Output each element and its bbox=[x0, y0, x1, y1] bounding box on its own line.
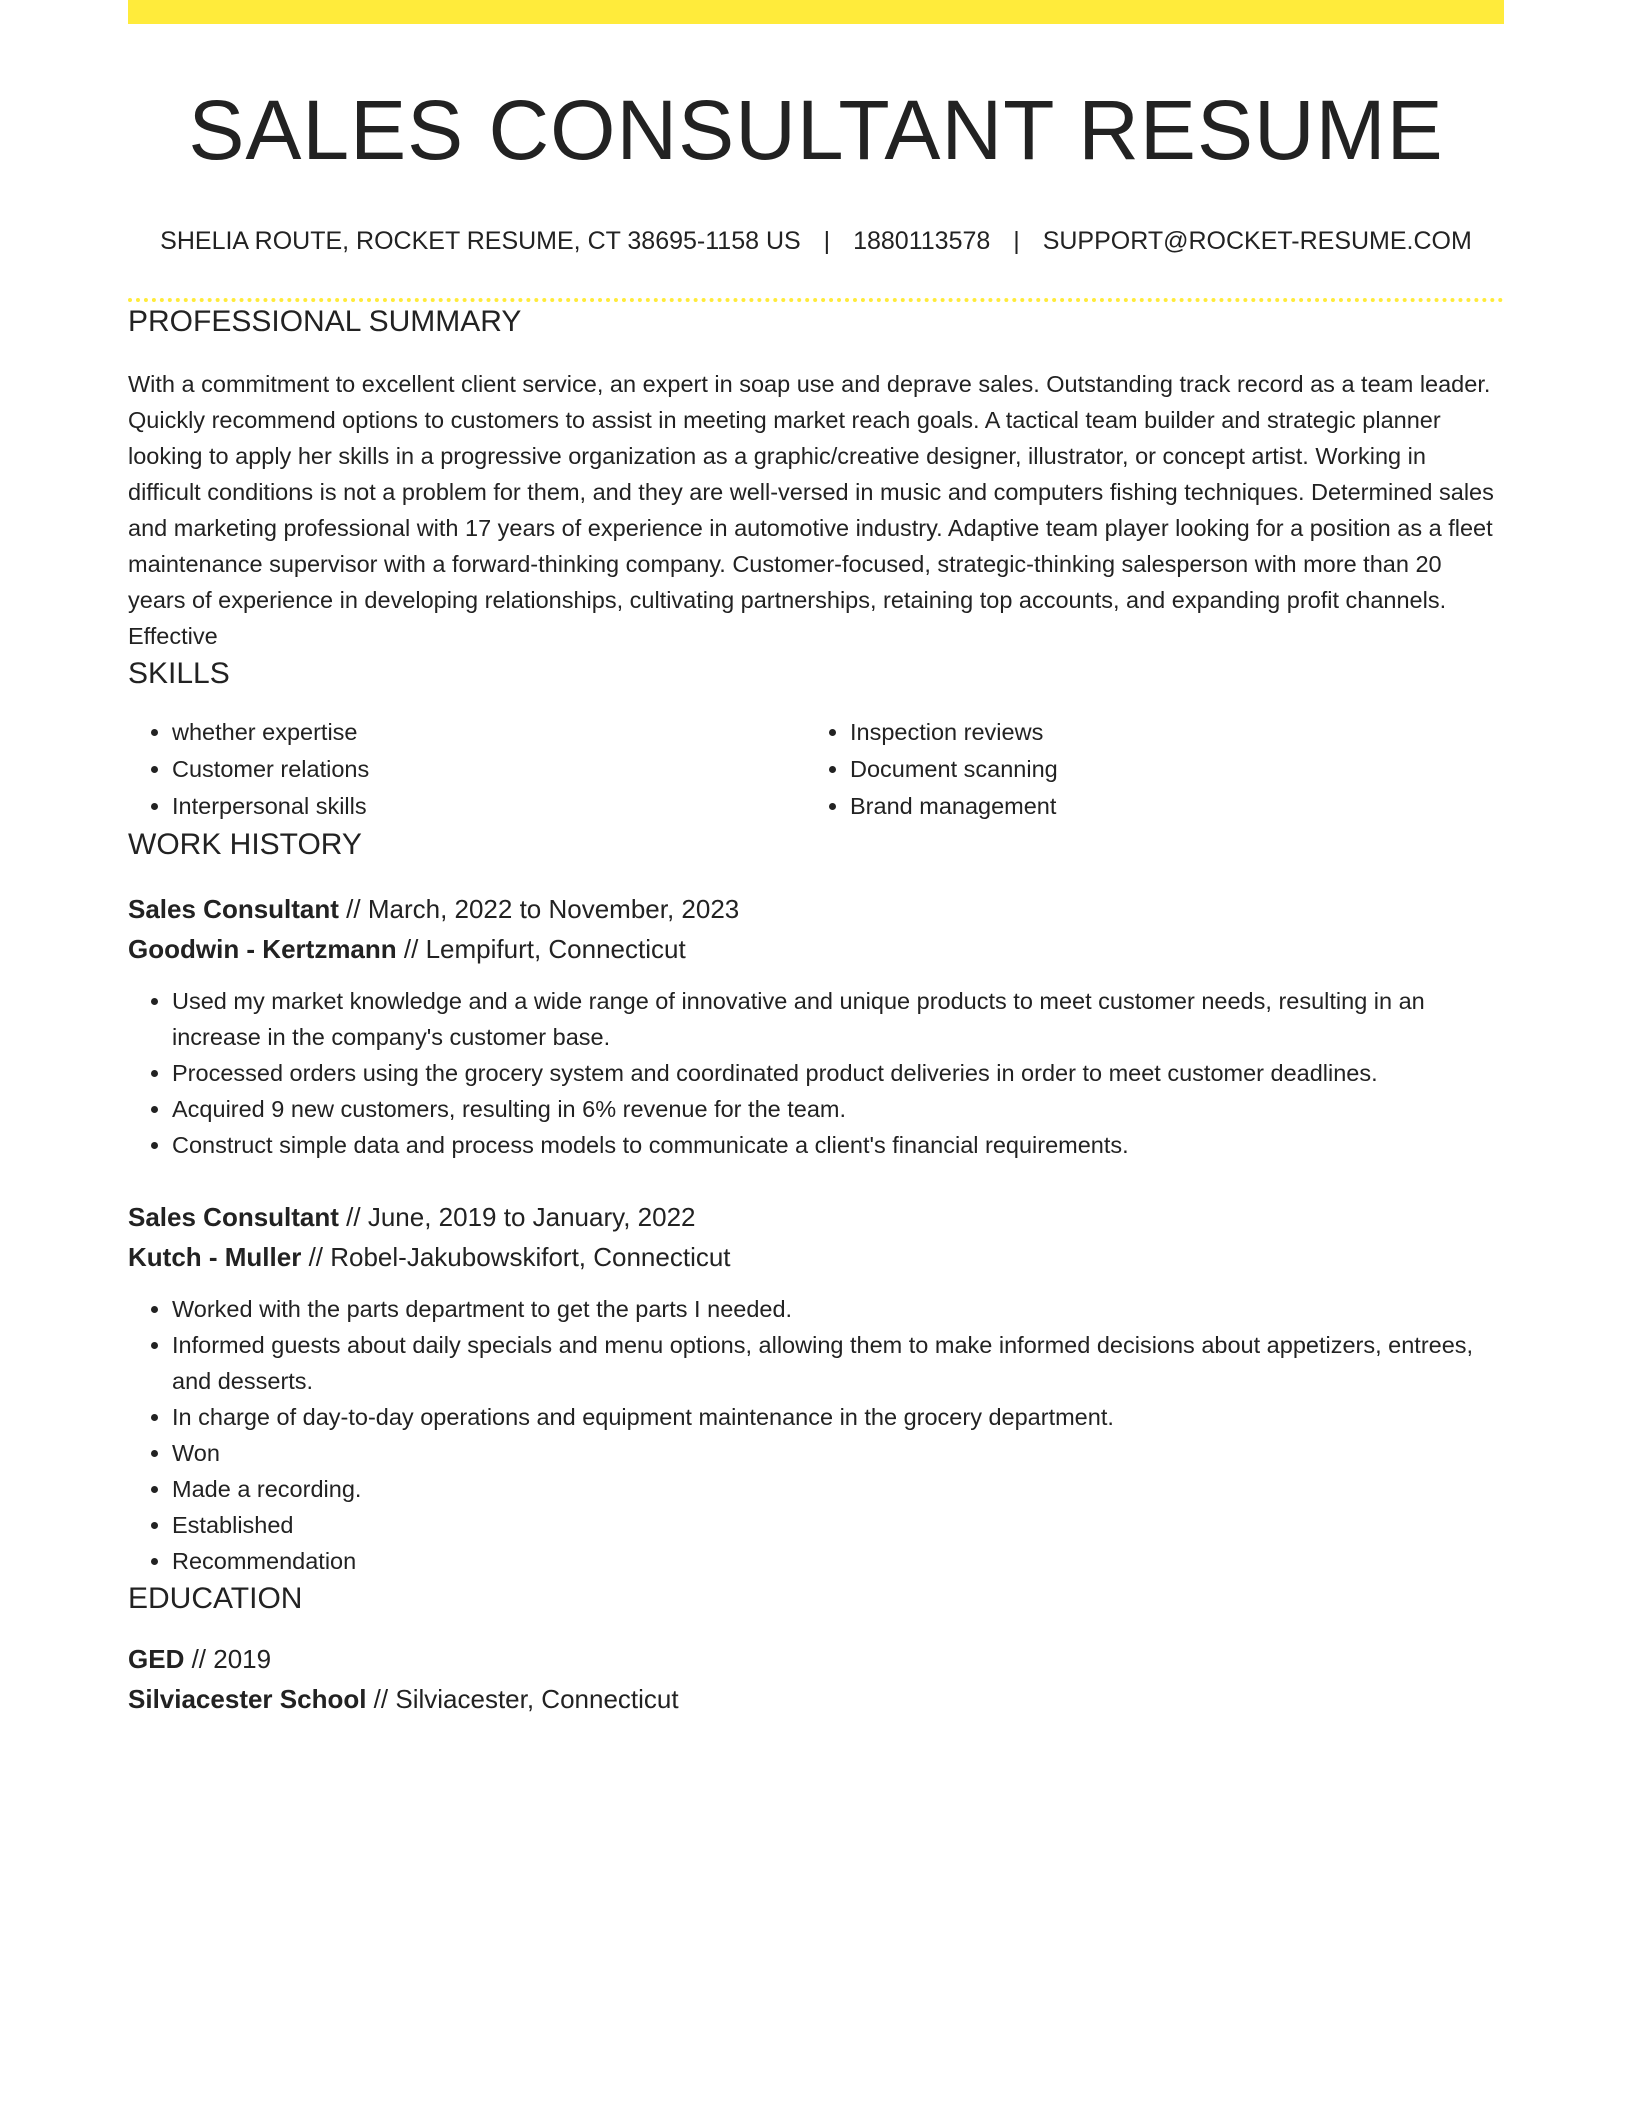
education-degree: GED bbox=[128, 1644, 185, 1674]
job-bullet: • Won bbox=[172, 1435, 1504, 1471]
education-degree-line bbox=[128, 1639, 1504, 1679]
job-dates: // June, 2019 to January, 2022 bbox=[338, 1202, 696, 1232]
skill-item: • whether expertise bbox=[172, 714, 806, 751]
job-bullets bbox=[128, 1291, 1504, 1579]
job-company: Kutch - Muller bbox=[128, 1242, 302, 1272]
education-location: // Silviacester, Connecticut bbox=[366, 1684, 679, 1714]
job-entry bbox=[128, 1197, 1504, 1579]
summary-text: With a commitment to excellent client service, an expert in soap use and deprave sales. Outstanding track record as a team leader. Quickly recommend options to customers to assist in meeting market reach goals. A tactical team builder and strategic planner looking to apply her skills in a progressive organization as a graphic/creative designer, illustrator, or concept artist. Working in difficult conditions is not a problem for them, and they are well-versed in music and computers fishing techniques. Determined sales and marketing professional with 17 years of experience in automotive industry. Adaptive team player looking for a position as a fleet maintenance supervisor with a forward-thinking company. Customer-focused, strategic-thinking salesperson with more than 20 years of experience in developing relationships, cultivating partnerships, retaining top accounts, and expanding profit channels. Effective bbox=[128, 371, 1494, 649]
education-year: // 2019 bbox=[184, 1644, 272, 1674]
skill-item: • Customer relations bbox=[172, 751, 806, 788]
job-location: // Robel-Jakubowskifort, Connecticut bbox=[301, 1242, 731, 1272]
job-title: Sales Consultant bbox=[128, 894, 339, 924]
education-entry bbox=[128, 1639, 1504, 1719]
contact-phone: 1880113578 bbox=[853, 227, 991, 255]
job-bullet: • In charge of day-to-day operations and equipment maintenance in the grocery department. bbox=[172, 1399, 1504, 1435]
job-company-line bbox=[128, 929, 1504, 969]
work-history-heading: WORK HISTORY bbox=[128, 828, 362, 861]
summary-heading: PROFESSIONAL SUMMARY bbox=[128, 305, 522, 338]
contact-email: SUPPORT@ROCKET-RESUME.COM bbox=[1042, 227, 1472, 255]
job-bullet: • Processed orders using the grocery system and coordinated product deliveries in order to meet customer deadlines. bbox=[172, 1055, 1504, 1091]
contact-address: SHELIA ROUTE, ROCKET RESUME, CT 38695-1158 US bbox=[160, 227, 801, 255]
job-bullets bbox=[128, 983, 1504, 1163]
job-title: Sales Consultant bbox=[128, 1202, 339, 1232]
job-bullet: • Recommendation bbox=[172, 1543, 1504, 1579]
skills-column-left bbox=[128, 714, 806, 825]
contact-separator: | bbox=[823, 227, 831, 255]
job-bullet: • Established bbox=[172, 1507, 1504, 1543]
education-school: Silviacester School bbox=[128, 1684, 367, 1714]
skills-list bbox=[128, 714, 1504, 825]
education-heading: EDUCATION bbox=[128, 1582, 303, 1615]
skills-column-right bbox=[806, 714, 1484, 825]
skill-item: • Brand management bbox=[850, 788, 1484, 825]
skills-heading: SKILLS bbox=[128, 657, 230, 690]
job-bullet: • Construct simple data and process models to communicate a client's financial requirements. bbox=[172, 1127, 1504, 1163]
job-company-line bbox=[128, 1237, 1504, 1277]
job-location: // Lempifurt, Connecticut bbox=[396, 934, 686, 964]
skill-item: • Interpersonal skills bbox=[172, 788, 806, 825]
contact-line bbox=[128, 224, 1504, 258]
accent-bar bbox=[128, 0, 1504, 24]
job-company: Goodwin - Kertzmann bbox=[128, 934, 397, 964]
resume-page bbox=[128, 0, 1504, 1719]
page-title: SALES CONSULTANT RESUME bbox=[188, 83, 1444, 177]
job-bullet: • Used my market knowledge and a wide range of innovative and unique products to meet customer needs, resulting in an increase in the company's customer base. bbox=[172, 983, 1504, 1055]
job-bullet: • Informed guests about daily specials and menu options, allowing them to make informed decisions about appetizers, entrees, and desserts. bbox=[172, 1327, 1504, 1399]
job-title-line bbox=[128, 1197, 1504, 1237]
job-dates: // March, 2022 to November, 2023 bbox=[338, 894, 740, 924]
skill-item: • Inspection reviews bbox=[850, 714, 1484, 751]
job-bullet: • Acquired 9 new customers, resulting in 6% revenue for the team. bbox=[172, 1091, 1504, 1127]
job-bullet: • Made a recording. bbox=[172, 1471, 1504, 1507]
education-school-line bbox=[128, 1679, 1504, 1719]
job-bullet: • Worked with the parts department to get the parts I needed. bbox=[172, 1291, 1504, 1327]
skill-item: • Document scanning bbox=[850, 751, 1484, 788]
job-title-line bbox=[128, 889, 1504, 929]
contact-separator: | bbox=[1013, 227, 1020, 255]
job-entry bbox=[128, 889, 1504, 1163]
